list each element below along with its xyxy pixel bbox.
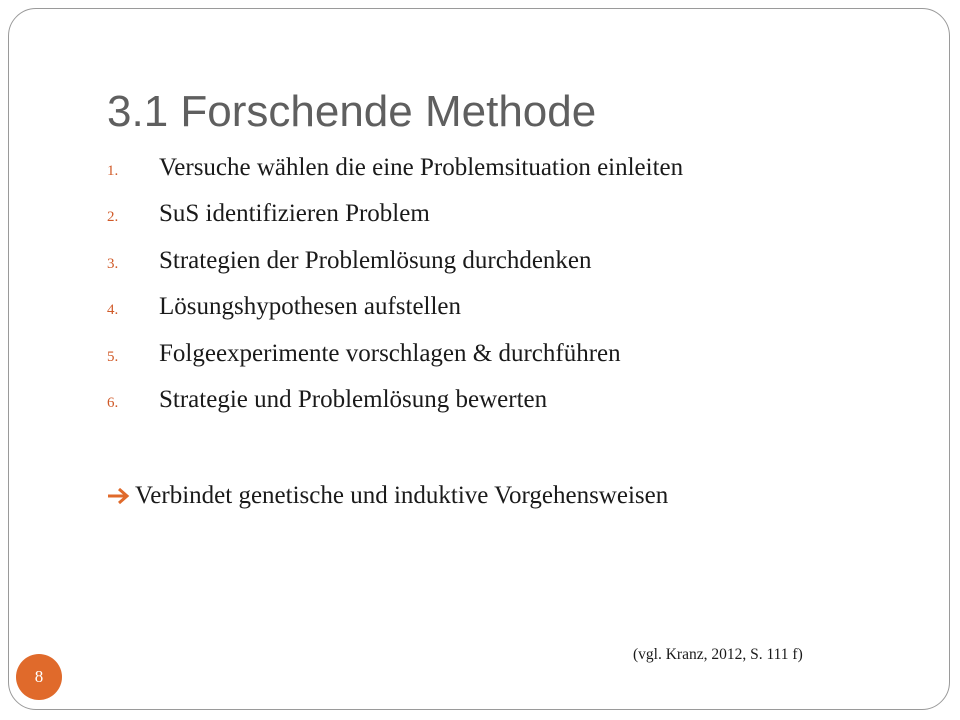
citation: (vgl. Kranz, 2012, S. 111 f) (633, 646, 803, 663)
list-item (107, 200, 683, 246)
list-item-text: Strategien der Problemlösung durchdenken (159, 246, 592, 274)
list-item-text: Strategie und Problemlösung bewerten (159, 385, 548, 413)
conclusion-line (107, 482, 668, 510)
list-item-text: SuS identifizieren Problem (159, 200, 430, 228)
list-item (107, 247, 683, 293)
list-item-number: 1. (107, 163, 119, 179)
list-item-number: 6. (107, 394, 119, 411)
page-number-badge (16, 654, 62, 700)
step-list (107, 154, 683, 432)
list-item (107, 386, 683, 432)
slide-title: 3.1 Forschende Methode (107, 87, 597, 136)
list-item (107, 154, 683, 200)
list-item (107, 293, 683, 339)
list-item-number: 4. (107, 302, 119, 319)
list-item-number: 5. (107, 348, 119, 365)
list-item-text: Lösungshypothesen aufstellen (159, 293, 462, 321)
list-item-text: Folgeexperimente vorschlagen & durchführen (159, 339, 621, 367)
list-item (107, 340, 683, 386)
list-item-text: Versuche wählen die eine Problemsituation einleiten (159, 154, 684, 181)
conclusion-text: Verbindet genetische und induktive Vorgehensweisen (135, 482, 669, 509)
page-number: 8 (34, 667, 44, 686)
list-item-number: 2. (107, 209, 119, 226)
arrow-right-icon (107, 487, 131, 505)
list-item-number: 3. (107, 255, 119, 272)
